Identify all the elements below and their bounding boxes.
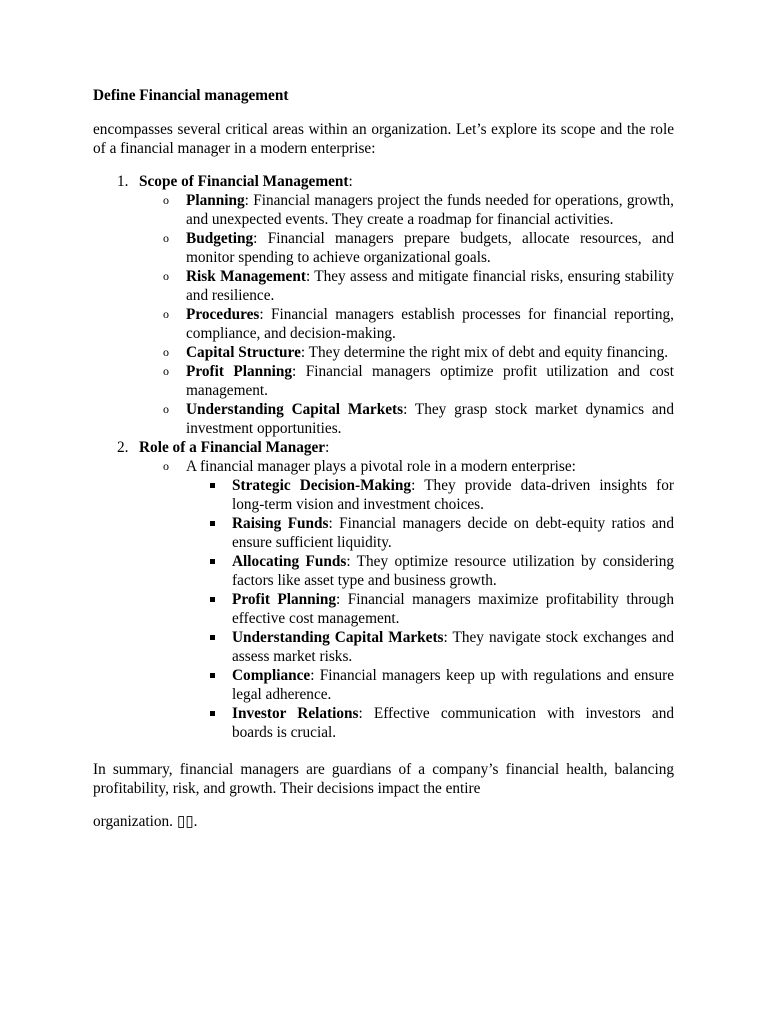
role-items-list xyxy=(186,476,674,742)
square-bullet-icon xyxy=(210,483,215,488)
item-term: Compliance xyxy=(232,667,311,684)
square-bullet-icon xyxy=(210,711,215,716)
item-term: Strategic Decision-Making xyxy=(232,477,412,494)
item-text: : They determine the right mix of debt and equity financing. xyxy=(300,344,669,361)
circle-bullet-icon: o xyxy=(163,459,169,473)
item-term: Understanding Capital Markets xyxy=(232,629,444,646)
item-text: : Financial managers keep up with regulations and ensure legal adherence. xyxy=(232,667,674,703)
circle-bullet-icon: o xyxy=(163,193,169,207)
list-item xyxy=(139,267,674,305)
list-item xyxy=(186,514,674,552)
item-term: Profit Planning xyxy=(232,591,337,608)
item-term: Raising Funds xyxy=(232,515,329,532)
square-bullet-icon xyxy=(210,521,215,526)
square-bullet-icon xyxy=(210,559,215,564)
item-text: : Financial managers prepare budgets, allocate resources, and monitor spending to achieve organizational goals. xyxy=(186,230,674,266)
square-bullet-icon xyxy=(210,673,215,678)
item-text: : Financial managers project the funds needed for operations, growth, and unexpected events. They create a roadmap for financial activities. xyxy=(186,192,674,228)
item-term: Understanding Capital Markets xyxy=(186,401,404,418)
list-item xyxy=(139,305,674,343)
scope-items-list xyxy=(139,191,674,438)
square-bullet-icon xyxy=(210,597,215,602)
circle-bullet-icon: o xyxy=(163,269,169,283)
item-text: : They optimize resource utilization by considering factors like asset type and business growth. xyxy=(232,553,674,589)
item-term: Investor Relations xyxy=(232,705,359,722)
summary-end: organization. ▯▯. xyxy=(93,813,198,830)
item-text: : They provide data-driven insights for long-term vision and investment choices. xyxy=(232,477,675,513)
item-text: : They grasp stock market dynamics and investment opportunities. xyxy=(186,401,674,437)
summary-paragraph: In summary, financial managers are guardians of a company’s financial health, balancing profitability, risk, and growth. Their decisions impact the entire xyxy=(93,761,674,797)
list-item xyxy=(139,229,674,267)
item-term: Capital Structure xyxy=(186,344,301,361)
list-item xyxy=(186,704,674,742)
list-item xyxy=(139,400,674,438)
circle-bullet-icon: o xyxy=(163,345,169,359)
list-item xyxy=(186,476,674,514)
document-body xyxy=(93,86,674,831)
item-text: : Financial managers optimize profit utilization and cost management. xyxy=(186,363,674,399)
circle-bullet-icon: o xyxy=(163,364,169,378)
role-lead: A financial manager plays a pivotal role in a modern enterprise: xyxy=(186,458,576,475)
item-term: Profit Planning xyxy=(186,363,293,380)
document-title: Define Financial management xyxy=(93,87,289,104)
square-bullet-icon xyxy=(210,635,215,640)
list-item xyxy=(186,628,674,666)
circle-bullet-icon: o xyxy=(163,402,169,416)
main-list xyxy=(93,172,674,742)
circle-bullet-icon: o xyxy=(163,231,169,245)
role-list xyxy=(139,457,674,742)
intro-paragraph: encompasses several critical areas within an organization. Let’s explore its scope and the role of a financial manager in a modern enterprise: xyxy=(93,121,674,157)
item-text: : Financial managers maximize profitability through effective cost management. xyxy=(232,591,674,627)
list-item xyxy=(186,590,674,628)
list-item xyxy=(139,343,674,362)
item-term: Planning xyxy=(186,192,245,209)
list-item xyxy=(186,666,674,704)
section-number: 1. xyxy=(117,173,129,190)
list-item xyxy=(139,457,674,742)
item-term: Procedures xyxy=(186,306,260,323)
item-text: : Financial managers establish processes for financial reporting, compliance, and decision-making. xyxy=(186,306,674,342)
item-text: : They assess and mitigate financial risks, ensuring stability and resilience. xyxy=(186,268,674,304)
list-item xyxy=(186,552,674,590)
section-title: Scope of Financial Management: xyxy=(139,173,353,190)
list-item xyxy=(139,191,674,229)
item-term: Risk Management xyxy=(186,268,306,285)
circle-bullet-icon: o xyxy=(163,307,169,321)
list-item xyxy=(139,362,674,400)
item-text: : Financial managers decide on debt-equity ratios and ensure sufficient liquidity. xyxy=(232,515,674,551)
item-text: : They navigate stock exchanges and assess market risks. xyxy=(232,629,674,665)
section-title: Role of a Financial Manager: xyxy=(139,439,330,456)
section-scope xyxy=(93,172,674,438)
section-number: 2. xyxy=(117,439,129,456)
item-text: : Effective communication with investors and boards is crucial. xyxy=(232,705,674,741)
item-term: Allocating Funds xyxy=(232,553,347,570)
item-term: Budgeting xyxy=(186,230,254,247)
section-role xyxy=(93,438,674,742)
